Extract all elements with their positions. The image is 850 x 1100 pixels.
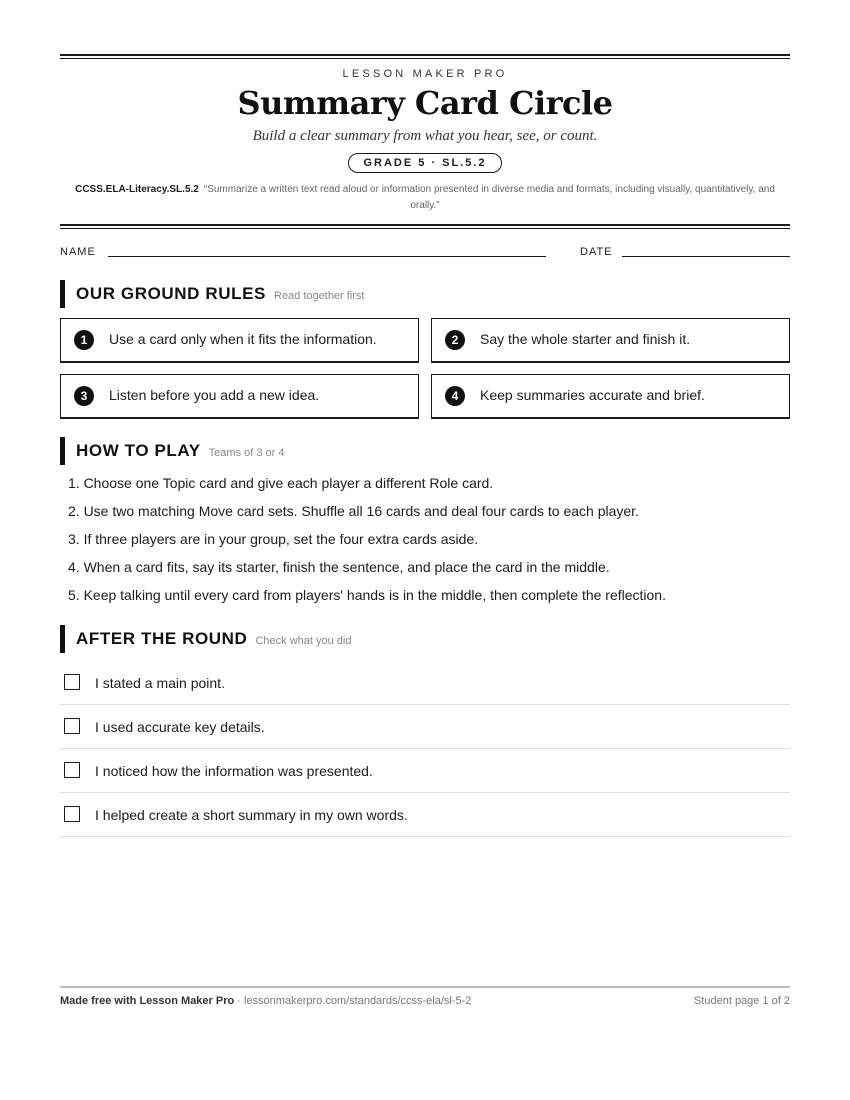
standard-citation	[70, 182, 780, 214]
rule-text: Keep summaries accurate and brief.	[480, 387, 705, 403]
after-round-note: Check what you did	[255, 635, 352, 647]
page-indicator: Student page 1 of 2	[693, 995, 790, 1007]
steps-list	[68, 473, 788, 613]
top-divider	[60, 54, 790, 59]
rule-text: Listen before you add a new idea.	[109, 387, 320, 403]
checklist-text: I helped create a short summary in my own words.	[95, 807, 408, 823]
section-bar	[60, 625, 65, 653]
section-bar	[60, 437, 65, 465]
footer-url[interactable]: lessonmakerpro.com/standards/ccss-ela/sl-5-2	[244, 995, 472, 1007]
checkbox[interactable]	[64, 674, 80, 690]
name-field[interactable]	[108, 256, 546, 257]
checklist-text: I used accurate key details.	[95, 719, 265, 735]
step-item: 2. Use two matching Move card sets. Shuffle all 16 cards and deal four cards to each player.	[68, 503, 639, 519]
rule-card	[431, 318, 790, 363]
footer-credit: Made free with Lesson Maker Pro	[60, 995, 235, 1007]
rule-number: 2	[445, 330, 465, 350]
ground-rules-note: Read together first	[274, 290, 365, 302]
standard-text: “Summarize a written text read aloud or information presented in diverse media and formats, including visually, quantitatively, and orally.”	[203, 184, 775, 211]
standard-code: CCSS.ELA-Literacy.SL.5.2	[75, 184, 199, 195]
checklist-text: I noticed how the information was presented.	[95, 763, 373, 779]
name-date-row	[60, 246, 790, 260]
checkbox[interactable]	[64, 762, 80, 778]
step-item: 3. If three players are in your group, set the four extra cards aside.	[68, 531, 479, 547]
page-subtitle: Build a clear summary from what you hear, see, or count.	[252, 128, 598, 144]
rule-text: Use a card only when it fits the information.	[109, 331, 377, 347]
footer	[60, 995, 790, 1007]
checkbox[interactable]	[64, 718, 80, 734]
rule-number: 3	[74, 386, 94, 406]
step-item: 5. Keep talking until every card from players' hands is in the middle, then complete the reflection.	[68, 587, 666, 603]
footer-divider	[60, 986, 790, 988]
header-divider	[60, 224, 790, 229]
brand-name: LESSON MAKER PRO	[342, 68, 508, 80]
rule-number: 4	[445, 386, 465, 406]
checklist-text: I stated a main point.	[95, 675, 225, 691]
checkbox[interactable]	[64, 806, 80, 822]
checklist-item	[60, 793, 790, 837]
step-item: 4. When a card fits, say its starter, finish the sentence, and place the card in the middle.	[68, 559, 610, 575]
date-field[interactable]	[622, 256, 790, 257]
section-bar	[60, 280, 65, 308]
rule-number: 1	[74, 330, 94, 350]
footer-separator: ·	[234, 995, 244, 1007]
checklist	[60, 661, 790, 837]
how-to-play-heading: HOW TO PLAY	[76, 441, 201, 460]
rule-card	[60, 374, 419, 419]
checklist-item	[60, 661, 790, 705]
rule-text: Say the whole starter and finish it.	[480, 331, 691, 347]
worksheet-page	[60, 0, 790, 1100]
page-title: Summary Card Circle	[237, 84, 613, 122]
name-label: NAME	[60, 246, 96, 258]
after-round-heading: AFTER THE ROUND	[76, 629, 248, 648]
step-item: 1. Choose one Topic card and give each player a different Role card.	[68, 475, 494, 491]
ground-rules-heading: OUR GROUND RULES	[76, 284, 266, 303]
how-to-play-note: Teams of 3 or 4	[208, 447, 285, 459]
checklist-item	[60, 749, 790, 793]
rule-card	[431, 374, 790, 419]
checklist-item	[60, 705, 790, 749]
badge-wrap	[60, 153, 790, 173]
grade-badge: GRADE 5 · SL.5.2	[348, 153, 501, 173]
date-label: DATE	[580, 246, 613, 258]
rule-card	[60, 318, 419, 363]
